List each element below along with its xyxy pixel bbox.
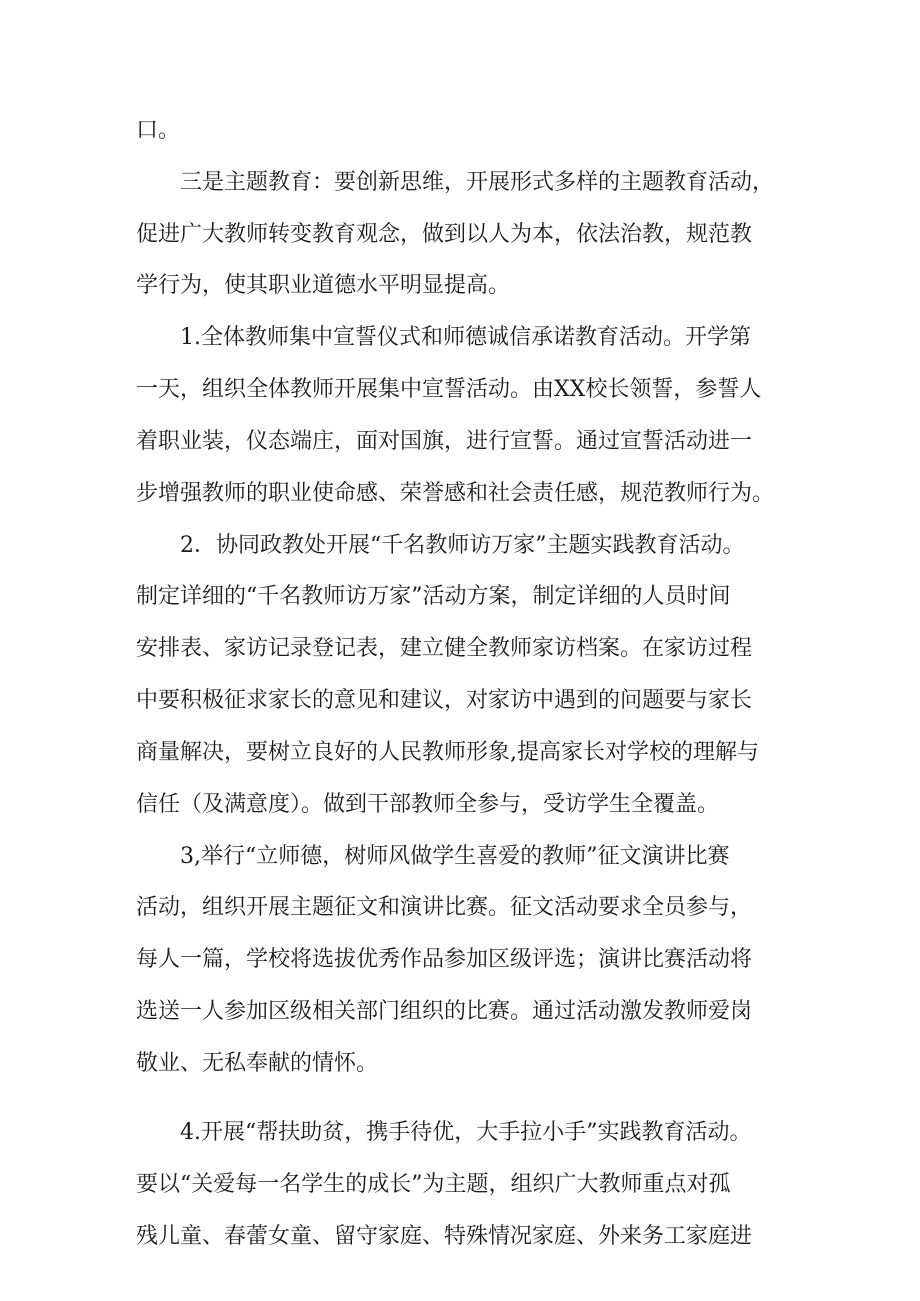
- text-line: 3,举行“立师德，树师风做学生喜爱的教师”征文演讲比赛: [180, 844, 730, 869]
- text-line: 制定详细的“千名教师访万家”活动方案，制定详细的人员时间: [136, 584, 731, 609]
- text-line: 残儿童、春蕾女童、留守家庭、特殊情况家庭、外来务工家庭进: [136, 1224, 753, 1249]
- text-line: 学行为，使其职业道德水平明显提高。: [136, 273, 511, 298]
- text-line: 安排表、家访记录登记表，建立健全教师家访档案。在家访过程: [136, 636, 753, 661]
- text-line: 4.开展“帮扶助贫，携手待优，大手拉小手”实践教育活动。: [180, 1120, 752, 1145]
- text-line: 中要积极征求家长的意见和建议，对家访中遇到的问题要与家长: [136, 688, 753, 713]
- text-line: 口。: [136, 118, 181, 143]
- text-line: 步增强教师的职业使命感、荣誉感和社会责任感，规范教师行为。: [136, 481, 775, 506]
- text-line: 2．协同政教处开展“千名教师访万家”主题实践教育活动。: [180, 533, 745, 558]
- text-line: 着职业装，仪态端庄，面对国旗，进行宣誓。通过宣誓活动进一: [136, 429, 753, 454]
- text-line: 选送一人参加区级相关部门组织的比赛。通过活动激发教师爱岗: [136, 999, 753, 1024]
- text-line: 每人一篇，学校将选拔优秀作品参加区级评选；演讲比赛活动将: [136, 947, 753, 972]
- text-line: 要以“关爱每一名学生的成长”为主题，组织广大教师重点对孤: [136, 1172, 731, 1197]
- text-line: 商量解决，要树立良好的人民教师形象,提高家长对学校的理解与: [136, 740, 759, 765]
- text-line: 促进广大教师转变教育观念，做到以人为本，依法治教，规范教: [136, 222, 753, 247]
- text-line: 三是主题教育：要创新思维，开展形式多样的主题教育活动，: [180, 170, 775, 195]
- text-line: 一天，组织全体教师开展集中宣誓活动。由XX校长领誓，参誓人: [136, 377, 762, 402]
- text-line: 活动，组织开展主题征文和演讲比赛。征文活动要求全员参与，: [136, 895, 753, 920]
- text-line: 敬业、无私奉献的情怀。: [136, 1051, 379, 1076]
- text-line: 信任（及满意度）。做到干部教师全参与，受访学生全覆盖。: [136, 792, 720, 817]
- text-line: 1.全体教师集中宣誓仪式和师德诚信承诺教育活动。开学第: [180, 325, 751, 350]
